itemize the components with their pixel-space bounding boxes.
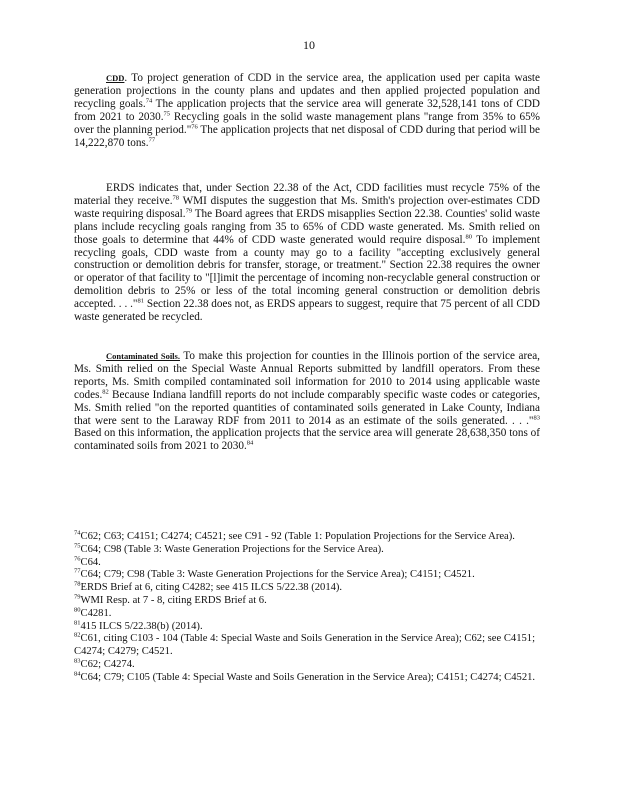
text-run: The application projects that the service area will generate 32,528,141 tons of CDD from 2021 to 2030. [74,97,540,123]
text-run: Section 22.38 does not, as ERDS appears to suggest, require that 75 percent of all CDD waste generated be recycled. [74,298,540,324]
footnote-number: 82 [74,631,81,639]
footnote-text: C62; C4274. [80,658,135,670]
paragraph-cdd [74,72,540,149]
text-run: To implement recycling goals, CDD waste from a county may go to a facility "accepting exclusively general construction or demolition debris for transfer, storage, or treatment." Section 22.38 requires the owner or operator of that facility to "[l]imit the percentage of incoming non-recyclable general construction or demolition debris to 25% or less of the total incoming general construction or demolition debris accepted. . . ." [74,233,540,311]
text-run: The application projects that net disposal of CDD during that period will be 14,222,870 tons. [74,123,540,149]
text-run: Because Indiana landfill reports do not include comparably specific waste codes or categories, Ms. Smith relied "on the reported quantities of contaminated soils generated in Lake County, Indiana that were sent to the Laraway RDF from 2011 to 2014 as an estimate of the soils generated. . . ." [74,388,540,427]
footnote [74,531,540,544]
text-run: . To project generation of CDD in the service area, the application used per capita waste generation projections in the county plans and updates and then applied projected population and recycling goals. [74,72,540,110]
footnote-ref[interactable]: 76 [191,122,198,130]
footnote [74,557,540,570]
footnote-number: 74 [74,529,81,537]
section-heading-cdd: CDD [106,73,125,83]
footnote [74,672,540,685]
footnote-text: C62; C63; C4151; C4274; C4521; see C91 - 92 (Table 1: Population Projections for the Service Area). [80,531,515,542]
footnote-text: C64; C79; C105 (Table 4: Special Waste and Soils Generation in the Service Area); C4151; C4274; C4521. [80,671,536,683]
footnote-text: C4281. [80,607,112,619]
footnote-ref[interactable]: 77 [148,135,156,143]
footnote-number: 80 [74,606,81,614]
footnote-ref[interactable]: 84 [246,439,254,447]
footnote [74,582,540,595]
section-heading-contaminated-soils: Contaminated Soils. [106,351,180,361]
footnote-ref[interactable]: 82 [102,387,109,395]
footnote [74,621,540,634]
footnote-number: 81 [74,619,81,627]
footnote-text: 415 ILCS 5/22.38(b) (2014). [80,620,203,632]
footnote-number: 79 [74,593,81,601]
text-run: To make this projection for counties in the Illinois portion of the service area, Ms. Smith relied on the Special Waste Annual Reports submitted by landfill operators. From these reports, Ms. Smith compiled contaminated soil information for 2010 to 2014 using applicable waste codes. [74,350,540,401]
footnote-number: 83 [74,657,81,665]
footnote [74,595,540,608]
paragraph-contaminated-soils [74,350,540,453]
text-run: Based on this information, the application projects that the service area will generate 28,638,350 tons of contaminated soils from 2021 to 2030. [74,427,540,453]
footnote-number: 75 [74,542,81,550]
footnote-ref[interactable]: 81 [137,297,144,305]
paragraph-erds [74,182,540,324]
footnote-text: C64; C98 (Table 3: Waste Generation Projections for the Service Area). [80,543,384,555]
paragraph-text [74,350,540,453]
footnote-ref[interactable]: 80 [465,232,472,240]
paragraph-text [74,72,540,149]
page-number: 10 [303,38,315,52]
footnote-ref[interactable]: 74 [145,97,153,105]
footnote-ref[interactable]: 79 [185,207,193,215]
text-run: The Board agrees that ERDS misapplies Section 22.38. Counties' solid waste plans include recycling goals ranging from 35 to 65% of CDD waste generated. Ms. Smith relied on those goals to determine that 44% of CDD waste generated would require disposal. [74,207,540,246]
footnote-text: ERDS Brief at 6, citing C4282; see 415 ILCS 5/22.38 (2014). [80,582,343,594]
footnote-number: 77 [74,567,81,575]
footnote-text: C64; C79; C98 (Table 3: Waste Generation Projections for the Service Area); C4151; C4521. [80,569,475,581]
footnote [74,608,540,621]
footnote [74,633,540,659]
footnote [74,544,540,557]
footnote [74,569,540,582]
footnote-number: 78 [74,580,81,588]
text-run: Recycling goals in the solid waste management plans "range from 35% to 65% over the planning period." [74,110,541,136]
text-run: ERDS indicates that, under Section 22.38 of the Act, CDD facilities must recycle 75% of the material they receive. [74,182,540,207]
text-run: WMI disputes the suggestion that Ms. Smith's projection over-estimates CDD waste requiring disposal. [74,194,540,220]
footnote-number: 76 [74,555,81,563]
footnotes-section [74,531,540,685]
footnote-ref[interactable]: 78 [172,194,180,202]
footnote [74,659,540,672]
footnote-text: WMI Resp. at 7 - 8, citing ERDS Brief at 6. [80,594,267,606]
footnote-ref[interactable]: 75 [163,109,170,117]
footnote-text: C61, citing C103 - 104 (Table 4: Special Waste and Soils Generation in the Service Area); C62; see C4151; C4274; C4279; C4521. [74,633,536,658]
footnote-text: C64. [80,556,101,568]
footnote-ref[interactable]: 83 [533,413,540,421]
paragraph-text [74,182,540,324]
footnote-number: 84 [74,670,81,678]
